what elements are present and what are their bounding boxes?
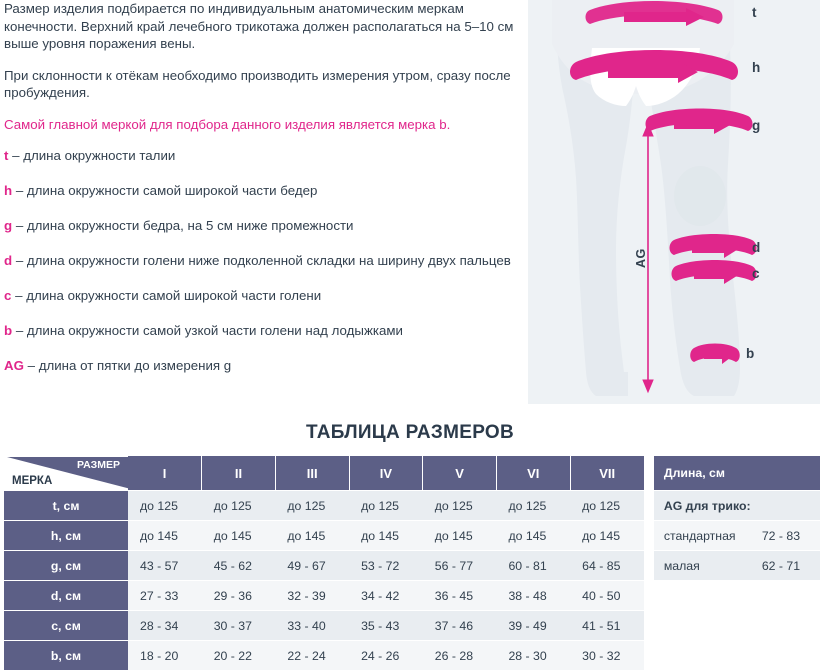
cell-d-5: 36 - 45 — [423, 581, 497, 611]
legend-item-d — [4, 252, 524, 269]
cell-h-3: до 145 — [275, 521, 349, 551]
row-label-d: d, см — [4, 581, 128, 611]
legend-text-b: – длина окружности самой узкой части голени над лодыжками — [12, 323, 403, 338]
column-header-1: I — [128, 456, 202, 491]
cell-d-1: 27 - 33 — [128, 581, 202, 611]
cell-g-2: 45 - 62 — [202, 551, 276, 581]
cell-d-7: 40 - 50 — [570, 581, 644, 611]
legend-item-b — [4, 322, 524, 339]
cell-t-6: до 125 — [496, 491, 570, 521]
cell-c-7: 41 - 51 — [570, 611, 644, 641]
cell-c-4: 35 - 43 — [349, 611, 423, 641]
cell-c-6: 39 - 49 — [496, 611, 570, 641]
legend-key-c: c — [4, 288, 11, 303]
table-row — [4, 641, 644, 670]
cell-h-5: до 145 — [423, 521, 497, 551]
cell-g-5: 56 - 77 — [423, 551, 497, 581]
cell-g-4: 53 - 72 — [349, 551, 423, 581]
legend-item-t — [4, 147, 524, 164]
cell-d-6: 38 - 48 — [496, 581, 570, 611]
legend-text-g: – длина окружности бедра, на 5 см ниже промежности — [12, 218, 353, 233]
table-corner-cell — [4, 456, 128, 491]
description-column — [4, 0, 524, 392]
mark-label-g: g — [752, 118, 760, 133]
mark-label-b: b — [746, 346, 754, 361]
length-table-row — [654, 551, 820, 581]
cell-t-7: до 125 — [570, 491, 644, 521]
column-header-7: VII — [570, 456, 644, 491]
column-header-3: III — [275, 456, 349, 491]
cell-g-7: 64 - 85 — [570, 551, 644, 581]
tables-container — [0, 456, 820, 670]
length-value-small: 62 - 71 — [758, 551, 820, 581]
legend-text-t: – длина окружности талии — [8, 148, 175, 163]
length-table-header: Длина, см — [654, 456, 820, 491]
cell-t-5: до 125 — [423, 491, 497, 521]
cell-g-1: 43 - 57 — [128, 551, 202, 581]
legend-key-b: b — [4, 323, 12, 338]
legs-diagram-svg — [528, 0, 820, 404]
mark-label-c: c — [752, 266, 760, 281]
length-table — [654, 456, 820, 580]
legs-illustration — [528, 0, 820, 404]
length-table-subtitle-row — [654, 491, 820, 521]
cell-t-3: до 125 — [275, 491, 349, 521]
legend-text-d: – длина окружности голени ниже подколенной складки на ширину двух пальцев — [12, 253, 511, 268]
cell-h-4: до 145 — [349, 521, 423, 551]
cell-h-6: до 145 — [496, 521, 570, 551]
legend-key-ag: AG — [4, 358, 24, 373]
cell-c-5: 37 - 46 — [423, 611, 497, 641]
table-row — [4, 611, 644, 641]
mark-label-t: t — [752, 5, 757, 20]
cell-d-3: 32 - 39 — [275, 581, 349, 611]
length-table-header-row — [654, 456, 820, 491]
corner-label-size: РАЗМЕР — [77, 459, 120, 471]
cell-b-6: 28 - 30 — [496, 641, 570, 670]
cell-c-1: 28 - 34 — [128, 611, 202, 641]
table-row — [4, 491, 644, 521]
row-label-b: b, см — [4, 641, 128, 670]
cell-b-5: 26 - 28 — [423, 641, 497, 670]
cell-b-3: 22 - 24 — [275, 641, 349, 670]
cell-g-3: 49 - 67 — [275, 551, 349, 581]
cell-b-4: 24 - 26 — [349, 641, 423, 670]
intro-paragraph-highlight: Самой главной меркой для подбора данного изделия является мерка b. — [4, 116, 524, 134]
size-table — [4, 456, 644, 670]
legend-key-t: t — [4, 148, 8, 163]
cell-h-2: до 145 — [202, 521, 276, 551]
cell-b-2: 20 - 22 — [202, 641, 276, 670]
table-header-row — [4, 456, 644, 491]
column-header-5: V — [423, 456, 497, 491]
legend-key-d: d — [4, 253, 12, 268]
column-header-2: II — [202, 456, 276, 491]
cell-h-1: до 145 — [128, 521, 202, 551]
length-value-standard: 72 - 83 — [758, 521, 820, 551]
legend-item-h — [4, 182, 524, 199]
ag-measure-label: AG — [634, 248, 648, 268]
table-row — [4, 551, 644, 581]
column-header-6: VI — [496, 456, 570, 491]
cell-b-1: 18 - 20 — [128, 641, 202, 670]
cell-t-4: до 125 — [349, 491, 423, 521]
length-table-row — [654, 521, 820, 551]
row-label-c: c, см — [4, 611, 128, 641]
cell-g-6: 60 - 81 — [496, 551, 570, 581]
length-label-standard: стандартная — [654, 521, 758, 551]
table-title: ТАБЛИЦА РАЗМЕРОВ — [0, 422, 820, 444]
row-label-g: g, см — [4, 551, 128, 581]
intro-paragraph-2: При склонности к отёкам необходимо производить измерения утром, сразу после пробуждения. — [4, 67, 524, 102]
corner-label-measure: МЕРКА — [12, 475, 52, 487]
legend-item-ag — [4, 357, 524, 374]
cell-t-1: до 125 — [128, 491, 202, 521]
length-table-subtitle: AG для трико: — [654, 491, 820, 521]
legend-text-ag: – длина от пятки до измерения g — [24, 358, 231, 373]
legend-item-c — [4, 287, 524, 304]
row-label-t: t, см — [4, 491, 128, 521]
table-row — [4, 521, 644, 551]
column-header-4: IV — [349, 456, 423, 491]
mark-label-h: h — [752, 60, 760, 75]
cell-c-2: 30 - 37 — [202, 611, 276, 641]
legend-key-h: h — [4, 183, 12, 198]
legend-item-g — [4, 217, 524, 234]
mark-label-d: d — [752, 240, 760, 255]
legend-key-g: g — [4, 218, 12, 233]
cell-t-2: до 125 — [202, 491, 276, 521]
cell-c-3: 33 - 40 — [275, 611, 349, 641]
table-row — [4, 581, 644, 611]
measurement-legend — [4, 147, 524, 374]
cell-b-7: 30 - 32 — [570, 641, 644, 670]
legend-text-h: – длина окружности самой широкой части бедер — [12, 183, 317, 198]
length-label-small: малая — [654, 551, 758, 581]
cell-d-2: 29 - 36 — [202, 581, 276, 611]
legend-text-c: – длина окружности самой широкой части голени — [11, 288, 321, 303]
row-label-h: h, см — [4, 521, 128, 551]
intro-paragraph-1: Размер изделия подбирается по индивидуальным анатомическим меркам конечности. Верхний край лечебного трикотажа должен располагаться на 5–10 см выше уровня поражения вены. — [4, 0, 524, 53]
cell-h-7: до 145 — [570, 521, 644, 551]
cell-d-4: 34 - 42 — [349, 581, 423, 611]
